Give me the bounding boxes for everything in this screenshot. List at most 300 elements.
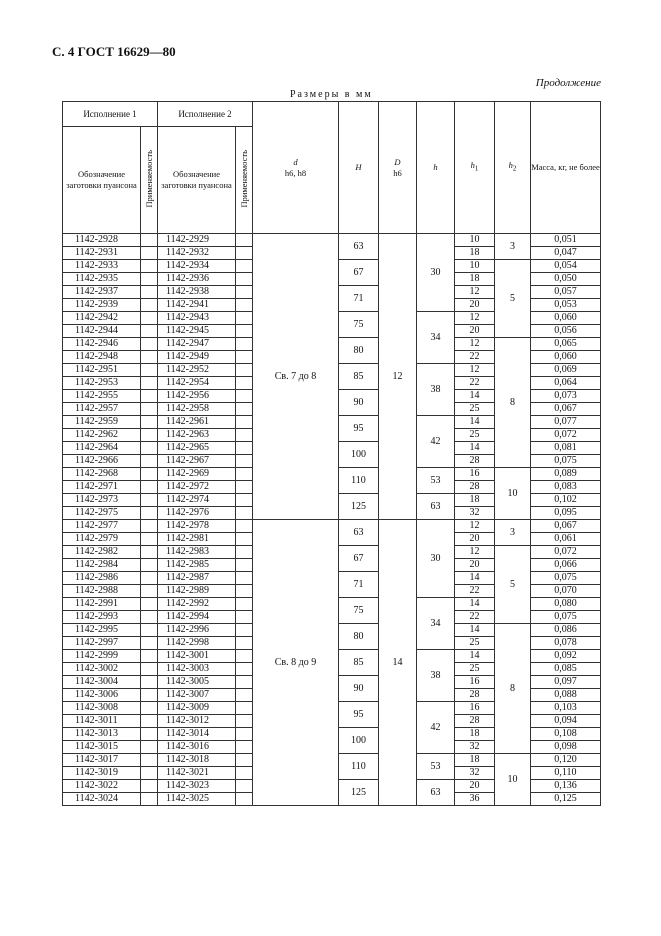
applicability-2-cell xyxy=(236,728,253,741)
applicability-1-cell xyxy=(141,598,158,611)
code-1-cell: 1142-3006 xyxy=(63,689,141,702)
applicability-1-cell xyxy=(141,234,158,247)
code-1-cell: 1142-3024 xyxy=(63,793,141,806)
code-1-cell: 1142-2988 xyxy=(63,585,141,598)
mass-cell: 0,075 xyxy=(531,572,601,585)
header-h: h xyxy=(417,102,455,234)
mass-cell: 0,081 xyxy=(531,442,601,455)
group-header-1: Исполнение 1 xyxy=(63,102,158,127)
code-1-cell: 1142-2962 xyxy=(63,429,141,442)
applicability-1-cell xyxy=(141,637,158,650)
header-h2 xyxy=(495,102,531,234)
mass-cell: 0,047 xyxy=(531,247,601,260)
header-d-symbol: d xyxy=(293,156,298,167)
applicability-1-cell xyxy=(141,247,158,260)
code-2-cell: 1142-2972 xyxy=(158,481,236,494)
mass-cell: 0,075 xyxy=(531,611,601,624)
code-1-cell: 1142-2979 xyxy=(63,533,141,546)
code-1-cell: 1142-2957 xyxy=(63,403,141,416)
code-1-cell: 1142-2951 xyxy=(63,364,141,377)
h1-cell: 18 xyxy=(455,273,495,286)
applicability-1-cell xyxy=(141,533,158,546)
applicability-2-cell xyxy=(236,312,253,325)
h1-cell: 18 xyxy=(455,247,495,260)
code-1-cell: 1142-2986 xyxy=(63,572,141,585)
H-cell: 85 xyxy=(339,364,379,390)
applicability-1-cell xyxy=(141,299,158,312)
mass-cell: 0,095 xyxy=(531,507,601,520)
applicability-1-cell xyxy=(141,741,158,754)
code-2-cell: 1142-2952 xyxy=(158,364,236,377)
applicability-2-cell xyxy=(236,403,253,416)
header-D xyxy=(379,102,417,234)
table-body xyxy=(63,234,601,806)
dimensions-table xyxy=(62,101,601,806)
mass-cell: 0,078 xyxy=(531,637,601,650)
code-2-cell: 1142-2938 xyxy=(158,286,236,299)
applicability-2-cell xyxy=(236,442,253,455)
h1-cell: 20 xyxy=(455,299,495,312)
h1-cell: 22 xyxy=(455,585,495,598)
mass-cell: 0,094 xyxy=(531,715,601,728)
code-1-cell: 1142-2982 xyxy=(63,546,141,559)
code-2-cell: 1142-2963 xyxy=(158,429,236,442)
applicability-1-cell xyxy=(141,273,158,286)
code-2-cell: 1142-2994 xyxy=(158,611,236,624)
header-h1-subscript: 1 xyxy=(474,164,479,173)
code-1-cell: 1142-3017 xyxy=(63,754,141,767)
header-d xyxy=(253,102,339,234)
h1-cell: 32 xyxy=(455,507,495,520)
code-2-cell: 1142-2949 xyxy=(158,351,236,364)
mass-cell: 0,050 xyxy=(531,273,601,286)
applicability-2-cell xyxy=(236,351,253,364)
header-code-1: Обозначение заготовки пуансона xyxy=(63,127,141,234)
code-2-cell: 1142-3009 xyxy=(158,702,236,715)
h1-cell: 18 xyxy=(455,494,495,507)
H-cell: 80 xyxy=(339,624,379,650)
applicability-1-cell xyxy=(141,507,158,520)
code-2-cell: 1142-2989 xyxy=(158,585,236,598)
mass-cell: 0,069 xyxy=(531,364,601,377)
h1-cell: 12 xyxy=(455,338,495,351)
mass-cell: 0,057 xyxy=(531,286,601,299)
mass-cell: 0,077 xyxy=(531,416,601,429)
code-2-cell: 1142-2929 xyxy=(158,234,236,247)
table-row xyxy=(63,520,601,533)
code-1-cell: 1142-3011 xyxy=(63,715,141,728)
d-cell: Св. 8 до 9 xyxy=(253,520,339,806)
applicability-1-cell xyxy=(141,767,158,780)
group-header-2: Исполнение 2 xyxy=(158,102,253,127)
code-1-cell: 1142-2946 xyxy=(63,338,141,351)
h1-cell: 25 xyxy=(455,403,495,416)
h1-cell: 14 xyxy=(455,416,495,429)
code-1-cell: 1142-2939 xyxy=(63,299,141,312)
mass-cell: 0,080 xyxy=(531,598,601,611)
applicability-1-cell xyxy=(141,611,158,624)
code-1-cell: 1142-3022 xyxy=(63,780,141,793)
h1-cell: 20 xyxy=(455,559,495,572)
code-2-cell: 1142-2932 xyxy=(158,247,236,260)
code-2-cell: 1142-2943 xyxy=(158,312,236,325)
applicability-2-cell xyxy=(236,507,253,520)
applicability-1-cell xyxy=(141,286,158,299)
applicability-1-cell xyxy=(141,559,158,572)
applicability-2-cell xyxy=(236,780,253,793)
code-1-cell: 1142-3019 xyxy=(63,767,141,780)
h1-cell: 14 xyxy=(455,598,495,611)
mass-cell: 0,089 xyxy=(531,468,601,481)
h-cell: 63 xyxy=(417,494,455,520)
h1-cell: 18 xyxy=(455,728,495,741)
H-cell: 100 xyxy=(339,728,379,754)
code-1-cell: 1142-3013 xyxy=(63,728,141,741)
h1-cell: 16 xyxy=(455,702,495,715)
applicability-2-cell xyxy=(236,247,253,260)
mass-cell: 0,066 xyxy=(531,559,601,572)
h1-cell: 20 xyxy=(455,325,495,338)
applicability-2-cell xyxy=(236,611,253,624)
mass-cell: 0,067 xyxy=(531,403,601,416)
code-2-cell: 1142-3001 xyxy=(158,650,236,663)
applicability-1-cell xyxy=(141,364,158,377)
mass-cell: 0,072 xyxy=(531,429,601,442)
h1-cell: 14 xyxy=(455,442,495,455)
mass-cell: 0,060 xyxy=(531,351,601,364)
applicability-2-cell xyxy=(236,767,253,780)
applicability-2-cell xyxy=(236,663,253,676)
code-1-cell: 1142-3015 xyxy=(63,741,141,754)
code-2-cell: 1142-2969 xyxy=(158,468,236,481)
applicability-1-cell xyxy=(141,689,158,702)
h1-cell: 16 xyxy=(455,676,495,689)
h1-cell: 12 xyxy=(455,520,495,533)
applicability-1-cell xyxy=(141,403,158,416)
applicability-2-cell xyxy=(236,260,253,273)
code-2-cell: 1142-3025 xyxy=(158,793,236,806)
code-1-cell: 1142-2944 xyxy=(63,325,141,338)
h-cell: 53 xyxy=(417,468,455,494)
header-d-tolerance: h6, h8 xyxy=(284,167,307,178)
h1-cell: 12 xyxy=(455,312,495,325)
applicability-2-cell xyxy=(236,273,253,286)
h-cell: 34 xyxy=(417,312,455,364)
h2-cell: 5 xyxy=(495,260,531,338)
header-h1-symbol: h xyxy=(470,160,475,171)
H-cell: 125 xyxy=(339,780,379,806)
D-cell: 14 xyxy=(379,520,417,806)
mass-cell: 0,056 xyxy=(531,325,601,338)
applicability-1-cell xyxy=(141,663,158,676)
table-row xyxy=(63,234,601,247)
h1-cell: 28 xyxy=(455,481,495,494)
applicability-1-cell xyxy=(141,455,158,468)
applicability-1-cell xyxy=(141,468,158,481)
mass-cell: 0,051 xyxy=(531,234,601,247)
h-cell: 38 xyxy=(417,364,455,416)
h2-cell: 10 xyxy=(495,754,531,806)
code-2-cell: 1142-2934 xyxy=(158,260,236,273)
mass-cell: 0,070 xyxy=(531,585,601,598)
h2-cell: 8 xyxy=(495,338,531,468)
H-cell: 125 xyxy=(339,494,379,520)
H-cell: 100 xyxy=(339,442,379,468)
applicability-2-cell xyxy=(236,676,253,689)
H-cell: 110 xyxy=(339,468,379,494)
code-2-cell: 1142-3021 xyxy=(158,767,236,780)
h-cell: 38 xyxy=(417,650,455,702)
mass-cell: 0,102 xyxy=(531,494,601,507)
applicability-2-cell xyxy=(236,299,253,312)
H-cell: 63 xyxy=(339,520,379,546)
header-code-2: Обозначение заготовки пуансона xyxy=(158,127,236,234)
header-D-symbol: D xyxy=(394,156,401,167)
h1-cell: 14 xyxy=(455,572,495,585)
h1-cell: 22 xyxy=(455,377,495,390)
code-1-cell: 1142-3004 xyxy=(63,676,141,689)
code-1-cell: 1142-2955 xyxy=(63,390,141,403)
code-1-cell: 1142-2942 xyxy=(63,312,141,325)
header-D-tolerance: h6 xyxy=(393,167,402,178)
code-1-cell: 1142-2977 xyxy=(63,520,141,533)
applicability-1-cell xyxy=(141,715,158,728)
code-1-cell: 1142-2964 xyxy=(63,442,141,455)
h2-cell: 5 xyxy=(495,546,531,624)
mass-cell: 0,108 xyxy=(531,728,601,741)
h1-cell: 20 xyxy=(455,780,495,793)
h1-cell: 12 xyxy=(455,286,495,299)
applicability-1-cell xyxy=(141,481,158,494)
applicability-2-cell xyxy=(236,585,253,598)
mass-cell: 0,061 xyxy=(531,533,601,546)
applicability-1-cell xyxy=(141,650,158,663)
code-2-cell: 1142-2981 xyxy=(158,533,236,546)
mass-cell: 0,120 xyxy=(531,754,601,767)
applicability-2-cell xyxy=(236,572,253,585)
code-1-cell: 1142-2975 xyxy=(63,507,141,520)
D-cell: 12 xyxy=(379,234,417,520)
h-cell: 30 xyxy=(417,520,455,598)
code-1-cell: 1142-3008 xyxy=(63,702,141,715)
h1-cell: 10 xyxy=(455,234,495,247)
applicability-1-cell xyxy=(141,260,158,273)
applicability-1-cell xyxy=(141,793,158,806)
h1-cell: 28 xyxy=(455,455,495,468)
code-2-cell: 1142-3014 xyxy=(158,728,236,741)
H-cell: 95 xyxy=(339,702,379,728)
code-1-cell: 1142-2966 xyxy=(63,455,141,468)
applicability-1-cell xyxy=(141,624,158,637)
H-cell: 90 xyxy=(339,390,379,416)
H-cell: 67 xyxy=(339,546,379,572)
code-1-cell: 1142-2968 xyxy=(63,468,141,481)
code-2-cell: 1142-2941 xyxy=(158,299,236,312)
H-cell: 75 xyxy=(339,312,379,338)
H-cell: 75 xyxy=(339,598,379,624)
h-cell: 42 xyxy=(417,702,455,754)
h2-cell: 8 xyxy=(495,624,531,754)
continued-label: Продолжение xyxy=(535,77,601,89)
H-cell: 67 xyxy=(339,260,379,286)
h1-cell: 25 xyxy=(455,429,495,442)
code-2-cell: 1142-2983 xyxy=(158,546,236,559)
h1-cell: 10 xyxy=(455,260,495,273)
mass-cell: 0,136 xyxy=(531,780,601,793)
mass-cell: 0,072 xyxy=(531,546,601,559)
h1-cell: 22 xyxy=(455,611,495,624)
code-2-cell: 1142-2974 xyxy=(158,494,236,507)
applicability-1-cell xyxy=(141,780,158,793)
code-1-cell: 1142-2933 xyxy=(63,260,141,273)
applicability-2-cell xyxy=(236,494,253,507)
applicability-2-cell xyxy=(236,637,253,650)
header-applicability-1 xyxy=(141,127,158,234)
applicability-2-cell xyxy=(236,741,253,754)
h-cell: 30 xyxy=(417,234,455,312)
header-applicability-2-text: Применяемость xyxy=(238,149,249,208)
applicability-2-cell xyxy=(236,520,253,533)
applicability-2-cell xyxy=(236,754,253,767)
code-2-cell: 1142-2954 xyxy=(158,377,236,390)
mass-cell: 0,125 xyxy=(531,793,601,806)
mass-cell: 0,073 xyxy=(531,390,601,403)
code-2-cell: 1142-2987 xyxy=(158,572,236,585)
code-2-cell: 1142-2936 xyxy=(158,273,236,286)
mass-cell: 0,065 xyxy=(531,338,601,351)
code-2-cell: 1142-2965 xyxy=(158,442,236,455)
H-cell: 95 xyxy=(339,416,379,442)
h1-cell: 28 xyxy=(455,689,495,702)
applicability-2-cell xyxy=(236,546,253,559)
code-2-cell: 1142-2956 xyxy=(158,390,236,403)
h1-cell: 25 xyxy=(455,663,495,676)
applicability-2-cell xyxy=(236,364,253,377)
applicability-2-cell xyxy=(236,416,253,429)
mass-cell: 0,088 xyxy=(531,689,601,702)
h1-cell: 14 xyxy=(455,390,495,403)
applicability-2-cell xyxy=(236,598,253,611)
applicability-2-cell xyxy=(236,234,253,247)
applicability-1-cell xyxy=(141,442,158,455)
h1-cell: 16 xyxy=(455,468,495,481)
code-2-cell: 1142-2978 xyxy=(158,520,236,533)
code-1-cell: 1142-2993 xyxy=(63,611,141,624)
applicability-2-cell xyxy=(236,286,253,299)
mass-cell: 0,064 xyxy=(531,377,601,390)
applicability-2-cell xyxy=(236,325,253,338)
applicability-1-cell xyxy=(141,494,158,507)
header-h1 xyxy=(455,102,495,234)
code-2-cell: 1142-3023 xyxy=(158,780,236,793)
applicability-1-cell xyxy=(141,585,158,598)
mass-cell: 0,067 xyxy=(531,520,601,533)
h-cell: 53 xyxy=(417,754,455,780)
h2-cell: 3 xyxy=(495,234,531,260)
code-1-cell: 1142-2991 xyxy=(63,598,141,611)
code-2-cell: 1142-2967 xyxy=(158,455,236,468)
code-2-cell: 1142-2998 xyxy=(158,637,236,650)
H-cell: 63 xyxy=(339,234,379,260)
h1-cell: 14 xyxy=(455,650,495,663)
code-1-cell: 1142-2971 xyxy=(63,481,141,494)
h1-cell: 32 xyxy=(455,741,495,754)
h2-cell: 10 xyxy=(495,468,531,520)
applicability-1-cell xyxy=(141,416,158,429)
h1-cell: 18 xyxy=(455,754,495,767)
applicability-1-cell xyxy=(141,676,158,689)
applicability-1-cell xyxy=(141,546,158,559)
page-header: С. 4 ГОСТ 16629—80 xyxy=(52,44,176,59)
H-cell: 90 xyxy=(339,676,379,702)
header-mass: Масса, кг, не более xyxy=(531,102,601,234)
h-cell: 63 xyxy=(417,780,455,806)
applicability-2-cell xyxy=(236,481,253,494)
code-1-cell: 1142-2931 xyxy=(63,247,141,260)
h2-cell: 3 xyxy=(495,520,531,546)
header-applicability-2 xyxy=(236,127,253,234)
header-h2-symbol: h xyxy=(508,160,513,171)
mass-cell: 0,086 xyxy=(531,624,601,637)
H-cell: 85 xyxy=(339,650,379,676)
units-label: Размеры в мм xyxy=(290,89,373,100)
header-H: H xyxy=(339,102,379,234)
code-1-cell: 1142-2959 xyxy=(63,416,141,429)
code-2-cell: 1142-3005 xyxy=(158,676,236,689)
code-1-cell: 1142-2937 xyxy=(63,286,141,299)
h1-cell: 36 xyxy=(455,793,495,806)
mass-cell: 0,053 xyxy=(531,299,601,312)
h-cell: 42 xyxy=(417,416,455,468)
applicability-2-cell xyxy=(236,390,253,403)
applicability-2-cell xyxy=(236,429,253,442)
mass-cell: 0,092 xyxy=(531,650,601,663)
applicability-1-cell xyxy=(141,520,158,533)
h1-cell: 20 xyxy=(455,533,495,546)
d-cell: Св. 7 до 8 xyxy=(253,234,339,520)
header-h2-subscript: 2 xyxy=(512,164,517,173)
header-applicability-1-text: Применяемость xyxy=(143,149,154,208)
applicability-1-cell xyxy=(141,572,158,585)
h1-cell: 25 xyxy=(455,637,495,650)
H-cell: 71 xyxy=(339,572,379,598)
applicability-2-cell xyxy=(236,377,253,390)
applicability-1-cell xyxy=(141,702,158,715)
code-2-cell: 1142-3012 xyxy=(158,715,236,728)
H-cell: 80 xyxy=(339,338,379,364)
mass-cell: 0,098 xyxy=(531,741,601,754)
h1-cell: 32 xyxy=(455,767,495,780)
code-2-cell: 1142-2976 xyxy=(158,507,236,520)
mass-cell: 0,085 xyxy=(531,663,601,676)
code-1-cell: 1142-2999 xyxy=(63,650,141,663)
h1-cell: 22 xyxy=(455,351,495,364)
code-1-cell: 1142-3002 xyxy=(63,663,141,676)
h-cell: 34 xyxy=(417,598,455,650)
code-2-cell: 1142-2992 xyxy=(158,598,236,611)
h1-cell: 28 xyxy=(455,715,495,728)
applicability-1-cell xyxy=(141,325,158,338)
mass-cell: 0,083 xyxy=(531,481,601,494)
code-2-cell: 1142-3018 xyxy=(158,754,236,767)
applicability-1-cell xyxy=(141,351,158,364)
code-2-cell: 1142-2947 xyxy=(158,338,236,351)
code-2-cell: 1142-2961 xyxy=(158,416,236,429)
code-1-cell: 1142-2973 xyxy=(63,494,141,507)
applicability-2-cell xyxy=(236,468,253,481)
H-cell: 110 xyxy=(339,754,379,780)
applicability-1-cell xyxy=(141,312,158,325)
